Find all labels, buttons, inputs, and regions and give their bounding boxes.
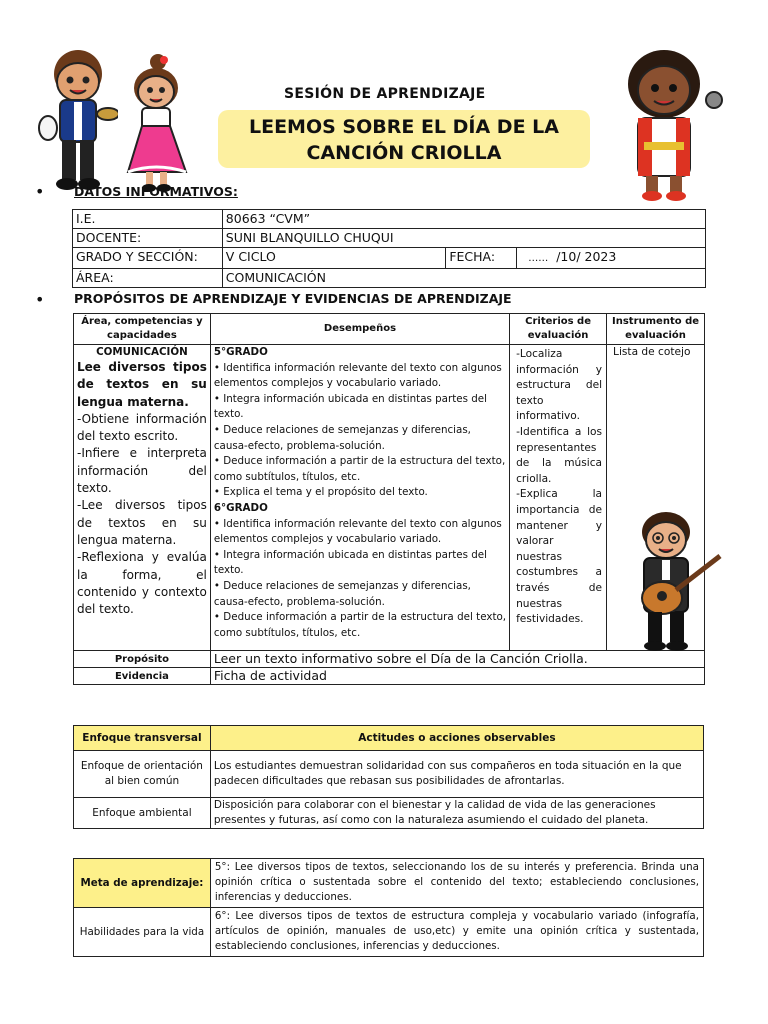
habilidades-label: Habilidades para la vida xyxy=(74,908,211,957)
area-title: COMUNICACIÓN xyxy=(96,346,188,358)
ie-value: 80663 “CVM” xyxy=(222,210,705,229)
grado5-item: • Deduce información a partir de la estructura del texto, como subtítulos, títulos, etc. xyxy=(213,455,506,483)
grado5-title: 5°GRADO xyxy=(213,346,268,358)
grado6-item: • Integra información ubicada en distintas partes del texto. xyxy=(213,548,487,577)
title-line-2: CANCIÓN CRIOLLA xyxy=(306,142,502,164)
propositos-heading: PROPÓSITOS DE APRENDIZAJE Y EVIDENCIAS DE APRENDIZAJE xyxy=(74,291,512,306)
col-desempenos: Desempeños xyxy=(210,314,509,345)
ie-label: I.E. xyxy=(73,210,223,229)
session-label: SESIÓN DE APRENDIZAJE xyxy=(284,86,486,102)
grado6-item: • Deduce relaciones de semejanzas y diferencias, causa-efecto, problema-solución. xyxy=(213,579,471,608)
table-row xyxy=(73,248,706,269)
area-value: COMUNICACIÓN xyxy=(222,269,705,288)
table-row xyxy=(74,345,705,651)
session-title xyxy=(218,110,590,168)
meta-grado5: 5°: Lee diversos tipos de textos, seleccionando los de su interés y preferencia. Brinda una opinión crítica o sustentada sobre el contenido del texto; estableciendo conclusiones, inferencias y deducciones. xyxy=(210,859,703,908)
table-row xyxy=(74,908,704,957)
col-instrumento: Instrumento de evaluación xyxy=(607,314,705,345)
girl-dancer-illustration xyxy=(120,52,192,194)
fecha-dots: …… xyxy=(528,253,549,264)
table-row xyxy=(74,751,704,798)
bullet-propositos: • xyxy=(35,290,45,309)
meta-grado6: 6°: Lee diversos tipos de textos de estructura compleja y vocabulario variado (infografía, artículos de opinión, manuales de uso,etc) y emite una opinión crítica y sustentada, estableciendo conclusiones, inferencias y deducciones. xyxy=(210,908,703,957)
capacidad-3: -Lee diversos tipos de textos en su lengua materna. xyxy=(77,498,207,547)
criterios-cell xyxy=(510,345,607,651)
grado5-item: • Identifica información relevante del texto con algunos elementos complejos y vocabulario variado. xyxy=(213,361,502,390)
grado-label: GRADO Y SECCIÓN: xyxy=(73,248,223,269)
actitud-2: Disposición para colaborar con el bienestar y la calidad de vida de las generaciones presentes y futuras, así como con la naturaleza asumiendo el cuidado del planeta. xyxy=(210,798,703,829)
area-label: ÁREA: xyxy=(73,269,223,288)
bullet-datos: • xyxy=(35,182,45,201)
docente-value: SUNI BLANQUILLO CHUQUI xyxy=(222,229,705,248)
table-row xyxy=(73,210,706,229)
competencia: Lee diversos tipos de textos en su lengua materna. xyxy=(77,360,207,409)
table-row xyxy=(74,651,705,668)
singer-girl-illustration xyxy=(614,44,726,204)
capacidad-2: -Infiere e interpreta información del texto. xyxy=(77,446,207,496)
criterio-1: -Localiza información y estructura del texto informativo. xyxy=(516,348,603,423)
enfoques-table xyxy=(73,725,704,829)
table-row xyxy=(74,798,704,829)
instrumento: Lista de cotejo xyxy=(613,346,691,358)
propositos-table xyxy=(73,313,705,685)
table-row xyxy=(74,859,704,908)
fecha-date: /10/ 2023 xyxy=(556,249,617,264)
guitarist-boy-illustration xyxy=(626,508,726,654)
grado6-item: • Identifica información relevante del texto con algunos elementos complejos y vocabulario variado. xyxy=(213,517,502,546)
proposito-label: Propósito xyxy=(74,651,211,668)
col-area: Área, competencias y capacidades xyxy=(74,314,211,345)
table-row xyxy=(74,314,705,345)
competencia-cell xyxy=(74,345,211,651)
meta-table xyxy=(73,858,704,957)
docente-label: DOCENTE: xyxy=(73,229,223,248)
table-row xyxy=(74,726,704,751)
criterio-2: -Identifica a los representantes de la música criolla. xyxy=(516,425,603,485)
table-row xyxy=(73,269,706,288)
capacidad-4: -Reflexiona y evalúa la forma, el contenido y contexto del texto. xyxy=(77,550,207,617)
capacidad-1: -Obtiene información del texto escrito. xyxy=(77,411,207,444)
table-row xyxy=(74,668,705,685)
desempenos-cell xyxy=(210,345,509,651)
grado-value: V CICLO xyxy=(222,248,446,269)
table-row xyxy=(73,229,706,248)
grado5-item: • Explica el tema y el propósito del texto. xyxy=(213,486,428,499)
datos-heading: DATOS INFORMATIVOS: xyxy=(74,184,238,199)
col-criterios: Criterios de evaluación xyxy=(510,314,607,345)
col-actitudes: Actitudes o acciones observables xyxy=(210,726,703,751)
grado6-title: 6°GRADO xyxy=(213,501,268,514)
grado6-item: • Deduce información a partir de la estructura del texto, como subtítulos, títulos, etc. xyxy=(213,611,507,639)
enfoque-2: Enfoque ambiental xyxy=(74,798,211,829)
boy-dancer-illustration xyxy=(38,44,118,196)
title-line-1: LEEMOS SOBRE EL DÍA DE LA xyxy=(248,116,559,138)
evidencia-label: Evidencia xyxy=(74,668,211,685)
proposito-value: Leer un texto informativo sobre el Día de la Canción Criolla. xyxy=(210,651,704,668)
col-enfoque: Enfoque transversal xyxy=(74,726,211,751)
info-table xyxy=(72,209,706,288)
evidencia-value: Ficha de actividad xyxy=(210,668,704,685)
enfoque-1: Enfoque de orientación al bien común xyxy=(74,751,211,798)
fecha-value xyxy=(517,248,706,269)
fecha-label: FECHA: xyxy=(446,248,517,269)
grado5-item: • Integra información ubicada en distintas partes del texto. xyxy=(213,392,487,421)
criterio-3: -Explica la importancia de mantener y valorar nuestras costumbres a través de nuestras festividades. xyxy=(516,488,603,626)
actitud-1: Los estudiantes demuestran solidaridad con sus compañeros en toda situación en la que padecen dificultades que rebasan sus posibilidades de afrontarlas. xyxy=(210,751,703,798)
meta-label: Meta de aprendizaje: xyxy=(74,859,211,908)
grado5-item: • Deduce relaciones de semejanzas y diferencias, causa-efecto, problema-solución. xyxy=(213,423,471,452)
